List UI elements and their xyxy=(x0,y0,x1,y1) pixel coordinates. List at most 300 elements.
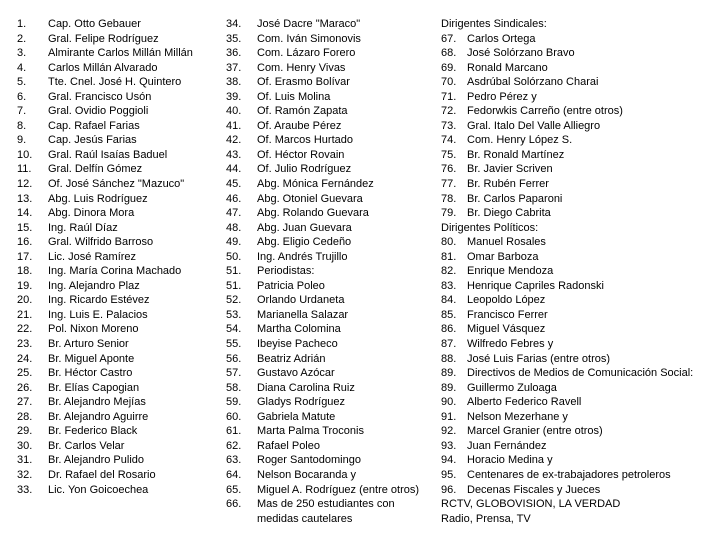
item-name: Almirante Carlos Millán Millán xyxy=(48,47,193,60)
item-name: Br. Diego Cabrita xyxy=(467,207,551,220)
list-item xyxy=(17,381,217,396)
item-number: 86. xyxy=(441,323,457,336)
item-name: Nelson Mezerhane y xyxy=(467,410,568,423)
item-number: 70. xyxy=(441,76,457,89)
item-number: 49. xyxy=(226,236,242,249)
item-name: Marta Palma Troconis xyxy=(257,425,364,438)
item-number: 91. xyxy=(441,410,457,423)
item-number: 10. xyxy=(17,148,33,161)
item-number: 46. xyxy=(226,192,242,205)
list-item xyxy=(17,75,217,90)
item-number: 35. xyxy=(226,32,242,45)
item-number: 22. xyxy=(17,323,33,336)
item-number: 63. xyxy=(226,454,242,467)
list-item xyxy=(17,133,217,148)
item-name: Patricia Poleo xyxy=(257,279,325,292)
item-name: Br. Miguel Aponte xyxy=(48,352,135,365)
list-item xyxy=(17,206,217,221)
item-name: Br. Elías Capogian xyxy=(48,381,140,394)
item-name: Wilfredo Febres y xyxy=(467,338,554,351)
item-name: Of. Julio Rodríguez xyxy=(257,163,352,176)
item-name: Carlos Ortega xyxy=(467,32,536,45)
item-number: 39. xyxy=(226,90,242,103)
item-number: 21. xyxy=(17,308,33,321)
item-number: 64. xyxy=(226,468,242,481)
item-name: Of. Héctor Rovain xyxy=(257,148,345,161)
item-name: Omar Barboza xyxy=(467,250,539,263)
item-number: 27. xyxy=(17,396,33,409)
list-item xyxy=(226,133,441,148)
list-item xyxy=(441,90,720,105)
item-number: 40. xyxy=(226,105,242,118)
item-name: Gral. Francisco Usón xyxy=(48,90,152,103)
item-name: Gral. Felipe Rodríguez xyxy=(48,32,159,45)
item-name: Periodistas: xyxy=(257,265,315,278)
list-item xyxy=(17,337,217,352)
list-item xyxy=(441,279,720,294)
list-item xyxy=(226,395,441,410)
list-item xyxy=(441,381,720,396)
list-item xyxy=(17,162,217,177)
item-number: 23. xyxy=(17,338,33,351)
item-number: 7. xyxy=(17,105,27,118)
item-number: 87. xyxy=(441,338,457,351)
item-name: Gabriela Matute xyxy=(257,410,336,423)
list-item xyxy=(226,366,441,381)
item-number: 94. xyxy=(441,454,457,467)
item-number: 69. xyxy=(441,61,457,74)
list-item xyxy=(441,192,720,207)
item-name: Dr. Rafael del Rosario xyxy=(48,468,156,481)
list-item xyxy=(17,468,217,483)
item-number: 6. xyxy=(17,90,27,103)
item-name: Ing. María Corina Machado xyxy=(48,265,182,278)
item-name: Br. Javier Scriven xyxy=(467,163,553,176)
list-item xyxy=(226,322,441,337)
item-number: 83. xyxy=(441,279,457,292)
item-number: 38. xyxy=(226,76,242,89)
item-name: Decenas Fiscales y Jueces xyxy=(467,483,601,496)
list-item xyxy=(441,468,720,483)
item-number: 77. xyxy=(441,178,457,191)
item-name: Guillermo Zuloaga xyxy=(467,381,557,394)
list-item xyxy=(441,148,720,163)
footer-media-types xyxy=(441,512,720,527)
list-item xyxy=(441,46,720,61)
item-name: Br. Alejandro Pulido xyxy=(48,454,145,467)
item-number: 88. xyxy=(441,352,457,365)
item-number: 16. xyxy=(17,236,33,249)
item-number: 9. xyxy=(17,134,27,147)
list-item xyxy=(441,424,720,439)
item-name: Abg. Dinora Mora xyxy=(48,207,135,220)
item-name: Com. Iván Simonovis xyxy=(257,32,361,45)
list-item xyxy=(441,206,720,221)
list-item xyxy=(17,424,217,439)
item-number: 56. xyxy=(226,352,242,365)
item-number: 92. xyxy=(441,425,457,438)
item-name: Leopoldo López xyxy=(467,294,546,307)
list-item xyxy=(226,308,441,323)
item-number: 66. xyxy=(226,498,242,511)
list-item xyxy=(17,32,217,47)
list-item xyxy=(441,264,720,279)
item-name: Br. Rubén Ferrer xyxy=(467,178,549,191)
item-number: 96. xyxy=(441,483,457,496)
item-number: 24. xyxy=(17,352,33,365)
item-name: Juan Fernández xyxy=(467,439,547,452)
list-item xyxy=(226,90,441,105)
item-name: Miguel Vásquez xyxy=(467,323,546,336)
item-number: 73. xyxy=(441,119,457,132)
item-number: 82. xyxy=(441,265,457,278)
item-number: 74. xyxy=(441,134,457,147)
list-item xyxy=(226,279,441,294)
list-item xyxy=(226,192,441,207)
item-name: Abg. Luis Rodríguez xyxy=(48,192,148,205)
item-name: Martha Colomina xyxy=(257,323,341,336)
list-item xyxy=(17,104,217,119)
item-number: 15. xyxy=(17,221,33,234)
item-name: Br. Héctor Castro xyxy=(48,367,133,380)
list-item xyxy=(226,61,441,76)
list-item xyxy=(226,32,441,47)
list-item xyxy=(17,148,217,163)
item-number: 75. xyxy=(441,148,457,161)
list-item xyxy=(17,439,217,454)
item-name: Rafael Poleo xyxy=(257,439,320,452)
list-item xyxy=(441,352,720,367)
list-item xyxy=(17,192,217,207)
list-item xyxy=(17,17,217,32)
section-heading-politicos-text: Dirigentes Políticos: xyxy=(441,221,539,234)
list-item xyxy=(441,483,720,498)
item-name: Roger Santodomingo xyxy=(257,454,361,467)
item-number: 19. xyxy=(17,279,33,292)
item-name: Henrique Capriles Radonski xyxy=(467,279,604,292)
list-item xyxy=(226,75,441,90)
item-name: Manuel Rosales xyxy=(467,236,546,249)
list-item-continuation xyxy=(226,512,441,527)
item-number: 78. xyxy=(441,192,457,205)
item-name: Gral. Ovidio Poggioli xyxy=(48,105,149,118)
list-item xyxy=(441,235,720,250)
item-number: 13. xyxy=(17,192,33,205)
list-item xyxy=(226,46,441,61)
item-number: 89. xyxy=(441,381,457,394)
list-item xyxy=(226,337,441,352)
list-item xyxy=(441,410,720,425)
list-item xyxy=(17,46,217,61)
list-item xyxy=(441,104,720,119)
item-number: 93. xyxy=(441,439,457,452)
item-number: 42. xyxy=(226,134,242,147)
list-item xyxy=(17,366,217,381)
list-item xyxy=(226,410,441,425)
item-number: 4. xyxy=(17,61,27,74)
item-name: Beatriz Adrián xyxy=(257,352,326,365)
item-number: 84. xyxy=(441,294,457,307)
item-name: Mas de 250 estudiantes con xyxy=(257,498,395,511)
list-item xyxy=(226,119,441,134)
list-item xyxy=(226,250,441,265)
item-number: 5. xyxy=(17,76,27,89)
list-item xyxy=(441,177,720,192)
list-item xyxy=(441,453,720,468)
item-number: 61. xyxy=(226,425,242,438)
list-item xyxy=(226,483,441,498)
item-number: 32. xyxy=(17,468,33,481)
item-number: 55. xyxy=(226,338,242,351)
item-name: Gral. Italo Del Valle Alliegro xyxy=(467,119,601,132)
item-number: 76. xyxy=(441,163,457,176)
item-name: Cap. Rafael Farias xyxy=(48,119,140,132)
item-number: 20. xyxy=(17,294,33,307)
item-name: Ing. Andrés Trujillo xyxy=(257,250,348,263)
list-item xyxy=(226,148,441,163)
item-number: 14. xyxy=(17,207,33,220)
list-item xyxy=(441,293,720,308)
list-item xyxy=(226,235,441,250)
item-name: Br. Carlos Paparoni xyxy=(467,192,563,205)
item-number: 30. xyxy=(17,439,33,452)
item-number: 52. xyxy=(226,294,242,307)
list-item xyxy=(17,235,217,250)
item-name: Pol. Nixon Moreno xyxy=(48,323,139,336)
list-item xyxy=(441,32,720,47)
item-number: 59. xyxy=(226,396,242,409)
list-item xyxy=(441,75,720,90)
item-number: 47. xyxy=(226,207,242,220)
list-column-3 xyxy=(441,17,720,526)
list-item xyxy=(441,250,720,265)
item-name: José Solórzano Bravo xyxy=(467,47,575,60)
item-name: Tte. Cnel. José H. Quintero xyxy=(48,76,182,89)
item-number: 45. xyxy=(226,178,242,191)
list-item xyxy=(226,104,441,119)
item-number: 34. xyxy=(226,18,242,30)
item-number: 54. xyxy=(226,323,242,336)
list-item xyxy=(226,352,441,367)
list-item xyxy=(226,17,441,32)
list-item xyxy=(226,439,441,454)
item-number: 25. xyxy=(17,367,33,380)
list-item xyxy=(17,352,217,367)
list-item xyxy=(441,308,720,323)
item-name: Of. Ramón Zapata xyxy=(257,105,348,118)
list-item xyxy=(17,322,217,337)
item-name: Cap. Jesús Farias xyxy=(48,134,137,147)
item-number: 50. xyxy=(226,250,242,263)
list-item xyxy=(17,119,217,134)
item-name: Cap. Otto Gebauer xyxy=(48,18,141,30)
list-item xyxy=(441,61,720,76)
item-number: 51. xyxy=(226,279,242,292)
item-name: Ronald Marcano xyxy=(467,61,548,74)
list-item xyxy=(226,162,441,177)
item-name: Abg. Eligio Cedeño xyxy=(257,236,352,249)
item-name: Abg. Juan Guevara xyxy=(257,221,352,234)
item-name: Francisco Ferrer xyxy=(467,308,548,321)
list-item xyxy=(441,366,720,381)
item-name: Com. Lázaro Forero xyxy=(257,47,356,60)
list-item xyxy=(226,497,441,512)
item-number: 28. xyxy=(17,410,33,423)
item-number: 62. xyxy=(226,439,242,452)
item-name: Lic. Yon Goicoechea xyxy=(48,483,149,496)
item-name: Br. Federico Black xyxy=(48,425,138,438)
list-item xyxy=(17,410,217,425)
item-number: 31. xyxy=(17,454,33,467)
item-number: 2. xyxy=(17,32,27,45)
item-number: 3. xyxy=(17,47,27,60)
item-number: 67. xyxy=(441,32,457,45)
list-item xyxy=(17,293,217,308)
item-name: José Dacre "Maraco" xyxy=(257,18,361,30)
list-item xyxy=(226,293,441,308)
list-item xyxy=(441,395,720,410)
footer-media-names xyxy=(441,497,720,512)
item-number: 11. xyxy=(17,163,32,176)
item-number: 18. xyxy=(17,265,33,278)
item-number: 71. xyxy=(441,90,457,103)
item-name: Fedorwkis Carreño (entre otros) xyxy=(467,105,623,118)
list-item xyxy=(441,162,720,177)
list-item xyxy=(17,90,217,105)
list-item xyxy=(226,206,441,221)
item-name: Miguel A. Rodríguez (entre otros) xyxy=(257,483,420,496)
list-item xyxy=(17,177,217,192)
item-number: 58. xyxy=(226,381,242,394)
list-item xyxy=(441,439,720,454)
item-name: Com. Henry López S. xyxy=(467,134,573,147)
item-number: 80. xyxy=(441,236,457,249)
list-column-1 xyxy=(17,17,217,497)
section-heading-sindicales-text: Dirigentes Sindicales: xyxy=(441,18,547,30)
item-name: Ing. Luis E. Palacios xyxy=(48,308,148,321)
item-name: Abg. Rolando Guevara xyxy=(257,207,369,220)
item-name: Ing. Alejandro Plaz xyxy=(48,279,140,292)
item-name: Lic. José Ramírez xyxy=(48,250,137,263)
item-number: 60. xyxy=(226,410,242,423)
item-number: 44. xyxy=(226,163,242,176)
list-item xyxy=(441,337,720,352)
item-name: Abg. Otoniel Guevara xyxy=(257,192,363,205)
item-name: Directivos de Medios de Comunicación Social: xyxy=(467,367,694,380)
list-item xyxy=(17,61,217,76)
item-number: 85. xyxy=(441,308,457,321)
list-item xyxy=(441,133,720,148)
item-name: Of. Erasmo Bolívar xyxy=(257,76,350,89)
item-number: 65. xyxy=(226,483,242,496)
item-name: Br. Alejandro Aguirre xyxy=(48,410,149,423)
footer-media-types-text: Radio, Prensa, TV xyxy=(441,512,531,525)
list-item xyxy=(17,395,217,410)
item-number: 33. xyxy=(17,483,33,496)
item-name: Ing. Ricardo Estévez xyxy=(48,294,150,307)
item-name: Alberto Federico Ravell xyxy=(467,396,582,409)
list-item xyxy=(17,221,217,236)
item-name: Asdrúbal Solórzano Charai xyxy=(467,76,599,89)
item-name: Horacio Medina y xyxy=(467,454,553,467)
list-item xyxy=(17,453,217,468)
item-number: 17. xyxy=(17,250,33,263)
list-item xyxy=(441,322,720,337)
item-name: Br. Carlos Velar xyxy=(48,439,125,452)
item-number: 26. xyxy=(17,381,33,394)
item-number: 81. xyxy=(441,250,457,263)
item-name: Of. Marcos Hurtado xyxy=(257,134,353,147)
list-item xyxy=(226,264,441,279)
item-number: 43. xyxy=(226,148,242,161)
item-name: Br. Alejandro Mejías xyxy=(48,396,146,409)
item-number: 53. xyxy=(226,308,242,321)
item-name: Gral. Delfín Gómez xyxy=(48,163,143,176)
item-number: 68. xyxy=(441,47,457,60)
item-name: Pedro Pérez y xyxy=(467,90,537,103)
item-name: Gral. Wilfrido Barroso xyxy=(48,236,154,249)
item-number: 29. xyxy=(17,425,33,438)
list-item xyxy=(17,250,217,265)
item-name: Ing. Raúl Díaz xyxy=(48,221,118,234)
list-column-2 xyxy=(226,17,441,526)
item-number: 48. xyxy=(226,221,242,234)
list-item xyxy=(226,177,441,192)
item-number: 51. xyxy=(226,265,242,278)
item-name: Ibeyise Pacheco xyxy=(257,338,338,351)
list-item xyxy=(226,468,441,483)
item-name: Diana Carolina Ruiz xyxy=(257,381,355,394)
item-number: 12. xyxy=(17,178,33,191)
item-number: 79. xyxy=(441,207,457,220)
item-number: 36. xyxy=(226,47,242,60)
item-name: Of. Araube Pérez xyxy=(257,119,342,132)
list-item xyxy=(226,381,441,396)
item-name: José Luis Farias (entre otros) xyxy=(467,352,611,365)
item-number: 89. xyxy=(441,367,457,380)
list-item-continuation-text: medidas cautelares xyxy=(257,512,353,525)
item-name: Com. Henry Vivas xyxy=(257,61,346,74)
item-name: Centenares de ex-trabajadores petroleros xyxy=(467,468,671,481)
item-name: Of. Luis Molina xyxy=(257,90,331,103)
item-name: Br. Ronald Martínez xyxy=(467,148,565,161)
item-name: Br. Arturo Senior xyxy=(48,338,129,351)
section-heading-sindicales xyxy=(441,17,720,32)
list-item xyxy=(226,221,441,236)
item-number: 8. xyxy=(17,119,27,132)
list-item xyxy=(17,308,217,323)
item-name: Of. José Sánchez "Mazuco" xyxy=(48,178,185,191)
item-name: Orlando Urdaneta xyxy=(257,294,345,307)
item-name: Gustavo Azócar xyxy=(257,367,335,380)
item-name: Gral. Raúl Isaías Baduel xyxy=(48,148,168,161)
list-item xyxy=(441,119,720,134)
item-number: 95. xyxy=(441,468,457,481)
list-item xyxy=(226,453,441,468)
item-name: Nelson Bocaranda y xyxy=(257,468,357,481)
item-number: 90. xyxy=(441,396,457,409)
item-name: Enrique Mendoza xyxy=(467,265,554,278)
item-number: 57. xyxy=(226,367,242,380)
item-name: Carlos Millán Alvarado xyxy=(48,61,158,74)
item-number: 1. xyxy=(17,18,27,30)
footer-media-names-text: RCTV, GLOBOVISION, LA VERDAD xyxy=(441,498,621,511)
section-heading-politicos xyxy=(441,221,720,236)
item-name: Gladys Rodríguez xyxy=(257,396,346,409)
item-name: Marcel Granier (entre otros) xyxy=(467,425,603,438)
list-item xyxy=(17,483,217,498)
item-number: 37. xyxy=(226,61,242,74)
